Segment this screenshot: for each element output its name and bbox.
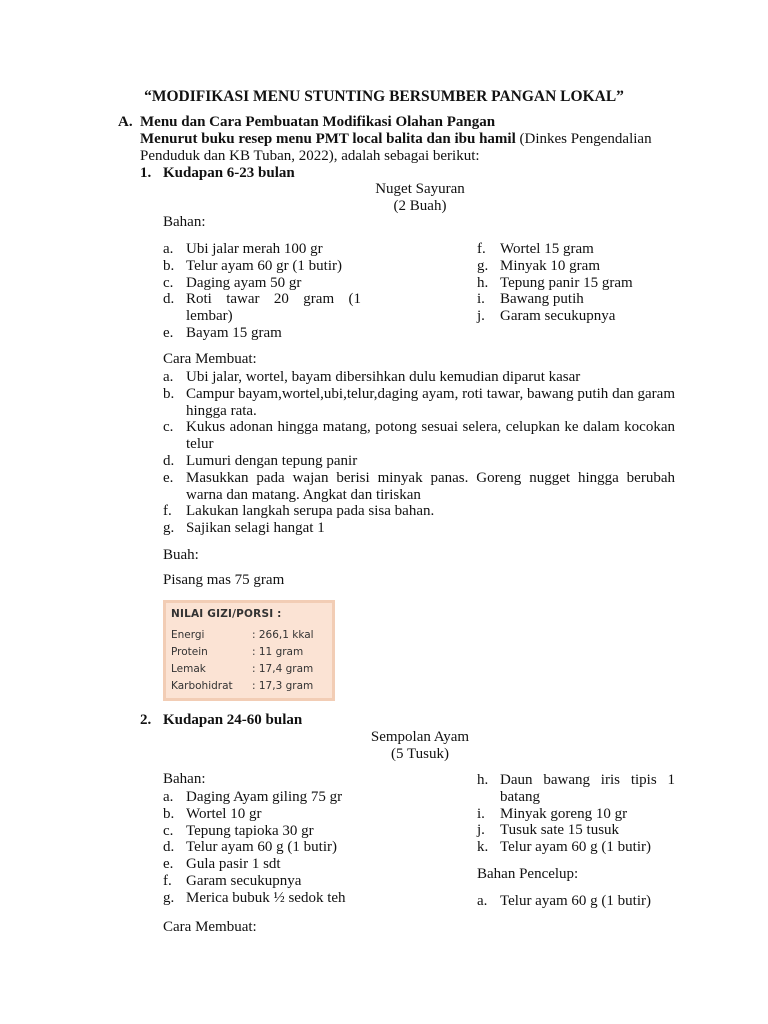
list-item: f. Lakukan langkah serupa pada sisa bahan. bbox=[163, 503, 435, 520]
section-a-intro-bold: Menurut buku resep menu PMT local balita dan ibu hamil bbox=[140, 131, 516, 147]
list-item: d. Roti tawar 20 gram (1 lembar) bbox=[163, 291, 361, 325]
item1-bahan-label: Bahan: bbox=[163, 214, 206, 230]
nutrition-row-name: Protein bbox=[171, 646, 208, 658]
list-item: j. Garam secukupnya bbox=[477, 308, 616, 325]
item2-number: 2. bbox=[140, 712, 152, 728]
list-item: c. Kukus adonan hingga matang, potong sesuai selera, celupkan ke dalam kocokan telur bbox=[163, 419, 675, 453]
list-item: d. Telur ayam 60 g (1 butir) bbox=[163, 839, 337, 856]
nutrition-row-value: : 266,1 kkal bbox=[252, 629, 314, 641]
list-item: j. Tusuk sate 15 tusuk bbox=[477, 822, 620, 839]
list-item: h. Tepung panir 15 gram bbox=[477, 274, 633, 291]
nutrition-box-inner bbox=[166, 603, 332, 698]
list-item: a. Telur ayam 60 g (1 butir) bbox=[477, 893, 651, 909]
section-a-intro-line1 bbox=[140, 131, 652, 148]
item2-cara-label: Cara Membuat: bbox=[163, 919, 257, 935]
list-item: k. Telur ayam 60 g (1 butir) bbox=[477, 839, 651, 856]
item2-ingredients-left bbox=[163, 789, 383, 907]
list-item: d. Lumuri dengan tepung panir bbox=[163, 452, 358, 469]
nutrition-row-name: Lemak bbox=[171, 663, 206, 675]
list-item: i. Minyak goreng 10 gr bbox=[477, 805, 628, 822]
item2-portion: (5 Tusuk) bbox=[391, 746, 449, 762]
list-item: c. Daging ayam 50 gr bbox=[163, 274, 302, 291]
list-item: c. Tepung tapioka 30 gr bbox=[163, 822, 314, 839]
list-item: b. Campur bayam,wortel,ubi,telur,daging ayam, roti tawar, bawang putih dan garam hingga rata. bbox=[163, 385, 675, 419]
section-a-letter: A. bbox=[118, 114, 133, 130]
list-item: g. Minyak 10 gram bbox=[477, 257, 600, 274]
list-item: h. Daun bawang iris tipis 1 batang bbox=[477, 772, 675, 805]
list-item: a. Ubi jalar merah 100 gr bbox=[163, 241, 323, 257]
document-title: “MODIFIKASI MENU STUNTING BERSUMBER PANGAN LOKAL” bbox=[144, 88, 624, 105]
list-item: b. Wortel 10 gr bbox=[163, 805, 262, 822]
item2-pencelup-list bbox=[477, 893, 677, 910]
item2-bahan-label: Bahan: bbox=[163, 771, 206, 787]
list-item: e. Gula pasir 1 sdt bbox=[163, 856, 281, 873]
section-a-intro-rest: (Dinkes Pengendalian bbox=[515, 131, 652, 147]
list-item: a. Daging Ayam giling 75 gr bbox=[163, 789, 343, 805]
item2-heading: Kudapan 24-60 bulan bbox=[163, 712, 303, 728]
nutrition-row-name: Energi bbox=[171, 629, 205, 641]
list-item: i. Bawang putih bbox=[477, 291, 584, 308]
list-item: f. Garam secukupnya bbox=[163, 872, 302, 889]
item1-buah-label: Buah: bbox=[163, 547, 199, 563]
section-a-heading: Menu dan Cara Pembuatan Modifikasi Olahan Pangan bbox=[140, 114, 496, 130]
item1-steps bbox=[163, 369, 675, 537]
item1-buah-text: Pisang mas 75 gram bbox=[163, 572, 285, 588]
item1-dish-name: Nuget Sayuran bbox=[375, 181, 465, 197]
item1-ingredients-left bbox=[163, 241, 361, 342]
nutrition-title: NILAI GIZI/PORSI : bbox=[171, 608, 282, 620]
item2-dish-name: Sempolan Ayam bbox=[370, 729, 470, 745]
list-item: b. Telur ayam 60 gr (1 butir) bbox=[163, 257, 342, 274]
nutrition-box bbox=[163, 600, 335, 701]
list-item: e. Bayam 15 gram bbox=[163, 324, 282, 341]
list-item: g. Sajikan selagi hangat 1 bbox=[163, 520, 325, 537]
section-a-intro-line2: Penduduk dan KB Tuban, 2022), adalah sebagai berikut: bbox=[140, 148, 480, 164]
list-item: e. Masukkan pada wajan berisi minyak panas. Goreng nugget hingga berubah warna dan matang. Angkat dan tiriskan bbox=[163, 469, 675, 503]
list-item: f. Wortel 15 gram bbox=[477, 241, 594, 257]
item1-ingredients-right bbox=[477, 241, 677, 325]
item2-ingredients-right bbox=[477, 772, 675, 856]
item1-number: 1. bbox=[140, 165, 152, 181]
nutrition-row-name: Karbohidrat bbox=[171, 680, 233, 692]
nutrition-row-value: : 17,3 gram bbox=[252, 680, 314, 692]
item2-pencelup-label: Bahan Pencelup: bbox=[477, 866, 579, 882]
list-item: g. Merica bubuk ½ sedok teh bbox=[163, 889, 346, 906]
item1-cara-label: Cara Membuat: bbox=[163, 351, 257, 367]
nutrition-row-value: : 17,4 gram bbox=[252, 663, 314, 675]
nutrition-row-value: : 11 gram bbox=[252, 646, 304, 658]
item1-heading: Kudapan 6-23 bulan bbox=[163, 165, 295, 181]
list-item: a. Ubi jalar, wortel, bayam dibersihkan dulu kemudian diparut kasar bbox=[163, 369, 581, 385]
item1-portion: (2 Buah) bbox=[393, 198, 447, 214]
